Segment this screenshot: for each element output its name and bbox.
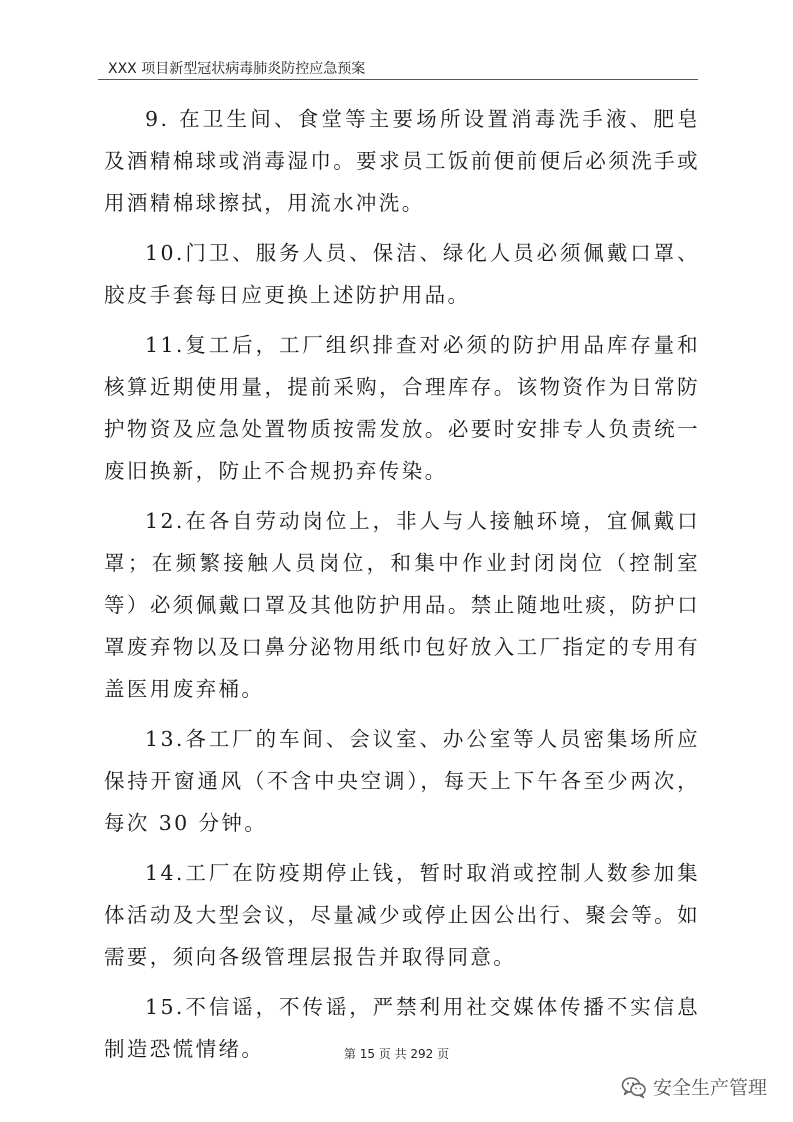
paragraph-12: 12.在各自劳动岗位上，非人与人接触环境，宜佩戴口罩；在频繁接触人员岗位，和集中作业封闭岗位（控制室等）必须佩戴口罩及其他防护用品。禁止随地吐痰，防护口罩废弃物以及口鼻分泌物用纸巾包好放入工厂指定的专用有盖医用废弃桶。 (104, 509, 700, 701)
watermark-text: 安全生产管理 (652, 1077, 767, 1099)
paragraph-9: 9. 在卫生间、食堂等主要场所设置消毒洗手液、肥皂及酒精棉球或消毒湿巾。要求员工饭前便前便后必须洗手或用酒精棉球擦拭，用流水冲洗。 (104, 107, 700, 215)
watermark (621, 1073, 767, 1100)
document-body (104, 98, 700, 1078)
wechat-icon (621, 1075, 647, 1099)
page-number: 第 15 页 共 292 页 (343, 1047, 450, 1061)
document-header-title: XXX 项目新型冠状病毒肺炎防控应急预案 (108, 61, 366, 77)
paragraph-13: 13.各工厂的车间、会议室、办公室等人员密集场所应保持开窗通风（不含中央空调），每天上下午各至少两次，每次 30 分钟。 (104, 727, 700, 835)
paragraph-14: 14.工厂在防疫期停止钱，暂时取消或控制人数参加集体活动及大型会议，尽量减少或停止因公出行、聚会等。如需要，须向各级管理层报告并取得同意。 (104, 861, 700, 969)
header-divider (98, 79, 698, 80)
paragraph-10: 10.门卫、服务人员、保洁、绿化人员必须佩戴口罩、胶皮手套每日应更换上述防护用品。 (104, 241, 700, 307)
paragraph-15: 15.不信谣，不传谣，严禁利用社交媒体传播不实信息制造恐慌情绪。 (104, 995, 700, 1061)
paragraph-11: 11.复工后，工厂组织排查对必须的防护用品库存量和核算近期使用量，提前采购，合理库存。该物资作为日常防护物资及应急处置物质按需发放。必要时安排专人负责统一废旧换新，防止不合规扔弃传染。 (104, 333, 700, 483)
